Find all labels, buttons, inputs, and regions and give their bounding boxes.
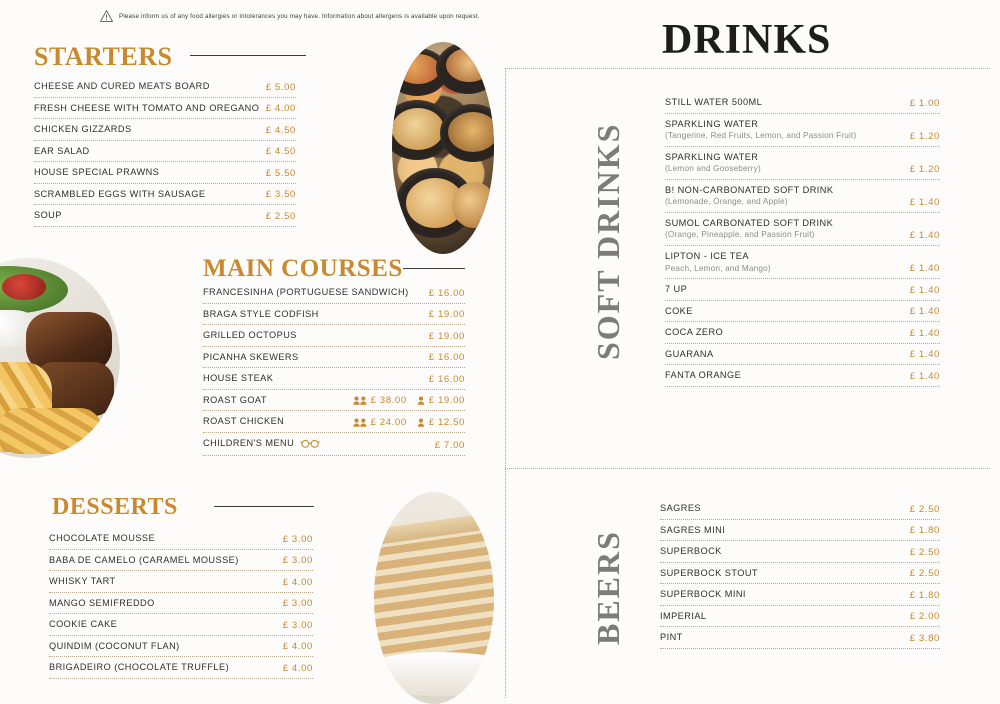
menu-item-row [665,322,940,344]
menu-item-prices [910,230,940,241]
desserts-heading: DESSERTS [52,494,178,520]
menu-item-row [49,528,313,550]
price-value: £ 1.20 [909,163,940,175]
menu-item-name: BRAGA STYLE CODFISH [203,308,319,319]
menu-item-row [665,279,940,301]
item-price [429,374,465,385]
group-price [353,417,407,428]
menu-item-row [660,627,940,649]
menu-item-names [665,152,904,175]
item-price [266,125,296,136]
menu-item-row [34,119,296,141]
menu-item-prices [283,534,313,545]
menu-item-prices [910,568,940,579]
price-value: £ 3.00 [282,598,313,609]
menu-item-prices [910,547,940,558]
price-value: £ 7.00 [434,440,465,451]
menu-item-names [203,330,423,342]
menu-item-name: WHISKY TART [49,576,116,586]
menu-item-names [49,576,277,588]
menu-item-row [34,76,296,98]
menu-item-prices [283,620,313,631]
price-value: £ 4.00 [265,103,296,114]
menu-item-name: B! NON-CARBONATED SOFT DRINK [665,184,834,195]
menu-item-name: PICANHA SKEWERS [203,351,299,362]
item-price [910,328,940,339]
child-glasses-icon [300,439,320,448]
soft-drinks-list [665,92,940,387]
price-value: £ 4.50 [265,124,296,136]
price-value: £ 5.50 [265,167,296,179]
menu-item-prices [910,633,940,644]
soft-drinks-label: SOFT DRINKS [590,122,626,360]
menu-item-names [665,251,904,274]
menu-item-names [49,598,277,610]
main-courses-list [203,282,465,456]
menu-item-prices [910,349,940,360]
menu-item-row [49,550,313,572]
main-courses-rule [403,268,465,269]
menu-item-row [34,141,296,163]
item-price [910,568,940,579]
menu-item-names [203,373,423,385]
beers-list [660,498,940,649]
menu-item-prices [353,395,465,406]
menu-item-prices [266,103,296,114]
menu-item-name: SPARKLING WATER [665,151,759,162]
menu-item-prices [266,168,296,179]
main-courses-heading: MAIN COURSES [203,255,403,282]
menu-item-name: IMPERIAL [660,610,707,621]
price-value: £ 12.50 [428,416,465,428]
price-value: £ 19.00 [428,330,465,342]
item-price [266,168,296,179]
warning-triangle-icon [100,10,113,22]
price-value: £ 3.80 [909,632,940,644]
menu-item-prices [910,263,940,274]
menu-item-names [665,97,904,109]
beers-left-divider [505,468,506,698]
menu-item-names [49,555,277,567]
menu-item-row [49,571,313,593]
layer-cake-photo [374,492,494,704]
item-price [283,555,313,566]
menu-item-row [660,520,940,542]
item-price [266,146,296,157]
menu-item-prices [283,663,313,674]
menu-item-name: CHILDREN'S MENU [203,438,429,452]
menu-item-name: CHICKEN GIZZARDS [34,124,132,134]
menu-item-row [34,98,296,120]
menu-item-row [203,433,465,457]
menu-item-row [665,147,940,180]
menu-item-prices [266,125,296,136]
menu-item-row [203,304,465,326]
menu-item-prices [429,374,465,385]
price-value: £ 1.40 [909,284,940,296]
menu-item-row [203,368,465,390]
price-value: £ 1.40 [909,196,940,208]
menu-item-name: CHOCOLATE MOUSSE [49,533,156,543]
allergen-notice [100,10,480,22]
item-price [910,285,940,296]
price-value: £ 1.40 [909,306,940,318]
menu-item-row [660,606,940,628]
price-value: £ 19.00 [428,309,465,320]
menu-item-names [203,309,423,321]
starters-rule [190,55,306,56]
menu-item-description: (Lemonade, Orange, and Apple) [665,197,788,207]
price-value: £ 1.40 [909,230,940,242]
item-price [266,211,296,222]
menu-item-name: SAGRES [660,503,701,513]
item-price [910,349,940,360]
menu-item-name: SPARKLING WATER [665,118,759,129]
price-value: £ 16.00 [428,373,465,385]
menu-item-row [665,246,940,279]
menu-item-name: FRESH CHEESE WITH TOMATO AND OREGANO [34,102,260,113]
menu-item-names [203,352,423,364]
menu-item-names [203,438,429,452]
menu-item-row [203,325,465,347]
item-price [910,131,940,142]
item-price [417,417,465,428]
menu-item-name: HOUSE STEAK [203,373,274,383]
menu-item-names [665,185,904,208]
price-value: £ 16.00 [428,287,465,299]
menu-item-row [49,636,313,658]
menu-item-names [665,218,904,241]
menu-item-prices [910,504,940,515]
item-price [266,82,296,93]
menu-item-prices [910,285,940,296]
menu-item-name: COCA ZERO [665,327,724,338]
menu-item-names [665,119,904,142]
menu-item-row [665,301,940,323]
menu-item-name: GUARANA [665,348,714,359]
menu-item-name: CHEESE AND CURED MEATS BOARD [34,81,210,91]
item-price [283,620,313,631]
menu-item-prices [266,211,296,222]
menu-item-prices [283,641,313,652]
menu-item-name: 7 UP [665,284,688,295]
item-price [910,611,940,622]
menu-item-prices [910,611,940,622]
price-value: £ 1.20 [909,130,940,142]
drinks-divider [505,68,990,69]
menu-item-prices [910,131,940,142]
menu-item-names [49,662,277,674]
menu-item-names [665,284,904,296]
menu-item-row [660,584,940,606]
menu-item-row [203,411,465,433]
two-people-icon [353,418,367,427]
menu-item-names [34,146,260,158]
price-value: £ 3.00 [282,533,313,545]
menu-item-name: LIPTON - ICE TEA [665,251,749,262]
menu-item-prices [266,146,296,157]
menu-item-row [660,541,940,563]
menu-item-description: (Lemon and Gooseberry) [665,164,761,174]
one-person-icon [417,418,425,427]
menu-item-name: SCRAMBLED EGGS WITH SAUSAGE [34,188,206,199]
price-value: £ 2.50 [909,503,940,515]
menu-item-row [665,213,940,246]
menu-item-names [203,416,347,428]
menu-item-description: Peach, Lemon, and Mango) [665,263,771,273]
price-value: £ 1.40 [909,263,940,275]
menu-item-names [665,349,904,361]
menu-item-prices [429,331,465,342]
price-value: £ 2.50 [265,210,296,222]
item-price [910,547,940,558]
menu-item-prices [353,417,465,428]
item-price [910,633,940,644]
item-price [910,197,940,208]
menu-item-names [665,370,904,382]
menu-item-name: EAR SALAD [34,145,90,156]
menu-item-row [49,614,313,636]
menu-item-prices [283,598,313,609]
menu-item-name: ROAST CHICKEN [203,416,285,426]
item-price [910,306,940,317]
price-value: £ 1.80 [909,589,940,601]
menu-item-name: SOUP [34,210,62,220]
two-people-icon [353,396,367,405]
menu-item-name: GRILLED OCTOPUS [203,330,297,340]
menu-item-prices [910,98,940,109]
drinks-left-divider [505,68,506,468]
desserts-rule [214,506,314,507]
menu-item-row [660,563,940,585]
price-value: £ 16.00 [428,352,465,363]
menu-item-prices [429,352,465,363]
menu-item-name: SAGRES MINI [660,524,726,535]
price-value: £ 1.80 [909,525,940,536]
group-price [353,395,407,406]
menu-item-row [665,180,940,213]
price-value: £ 4.00 [282,662,313,674]
price-value: £ 3.00 [282,619,313,631]
menu-item-name: SUPERBOCK STOUT [660,567,758,578]
desserts-list [49,528,313,679]
price-value: £ 5.00 [265,81,296,93]
menu-item-name: FRANCESINHA (PORTUGUESE SANDWICH) [203,287,409,297]
menu-item-row [665,365,940,387]
item-price [429,309,465,320]
menu-item-row [34,162,296,184]
price-value: £ 4.50 [265,146,296,157]
menu-item-prices [283,577,313,588]
menu-item-names [34,124,260,136]
one-person-icon [417,396,425,405]
starters-heading: STARTERS [34,42,173,71]
menu-item-names [665,306,904,318]
price-value: £ 1.00 [909,97,940,109]
menu-item-prices [910,525,940,536]
menu-item-names [660,525,904,537]
price-value: £ 2.50 [909,546,940,558]
item-price [910,504,940,515]
menu-item-name: FANTA ORANGE [665,370,742,381]
menu-item-names [49,641,277,653]
menu-item-name: COOKIE CAKE [49,619,118,629]
menu-item-names [34,210,260,222]
item-price [910,164,940,175]
menu-item-description: (Orange, Pineapple, and Passion Fruit) [665,230,815,240]
price-value: £ 24.00 [370,416,407,428]
drinks-heading: DRINKS [662,17,832,63]
menu-item-names [665,327,904,339]
item-price [417,395,465,406]
menu-item-name: BABA DE CAMELO (CARAMEL MOUSSE) [49,554,239,565]
item-price [910,98,940,109]
item-price [283,534,313,545]
item-price [429,288,465,299]
item-price [910,590,940,601]
item-price [283,577,313,588]
menu-item-name: QUINDIM (COCONUT FLAN) [49,640,180,651]
menu-item-prices [283,555,313,566]
item-price [910,371,940,382]
softdrinks-divider [505,468,990,469]
menu-item-prices [910,328,940,339]
menu-item-names [34,81,260,93]
item-price [283,598,313,609]
menu-item-row [34,184,296,206]
menu-item-prices [910,590,940,601]
menu-item-names [34,167,260,179]
item-price [283,641,313,652]
price-value: £ 4.00 [282,576,313,588]
menu-item-names [49,533,277,545]
menu-item-row [665,114,940,147]
menu-item-row [660,498,940,520]
menu-item-row [49,593,313,615]
price-value: £ 2.00 [909,611,940,622]
menu-item-name: BRIGADEIRO (CHOCOLATE TRUFFLE) [49,662,230,672]
menu-item-names [34,103,260,115]
price-value: £ 38.00 [370,395,407,406]
menu-item-name: HOUSE SPECIAL PRAWNS [34,167,160,177]
price-value: £ 4.00 [282,641,313,652]
menu-item-names [660,589,904,601]
item-price [910,230,940,241]
menu-item-prices [910,371,940,382]
menu-item-prices [266,189,296,200]
allergen-text: Please inform us of any food allergies or intolerances you may have. Information about allergens is available upon request. [119,12,480,20]
menu-item-name: SUPERBOCK MINI [660,589,746,599]
menu-item-names [660,503,904,515]
menu-item-row [34,205,296,227]
menu-item-names [34,189,260,201]
price-value: £ 19.00 [428,395,465,406]
menu-item-name: SUMOL CARBONATED SOFT DRINK [665,217,834,228]
steak-plate-photo [0,258,120,458]
menu-item-names [49,619,277,631]
menu-item-name: STILL WATER 500ML [665,97,763,107]
menu-item-name: COKE [665,305,693,316]
price-value: £ 1.40 [909,327,940,339]
starters-list [34,76,296,227]
price-value: £ 3.50 [265,189,296,200]
menu-item-row [203,347,465,369]
item-price [435,440,465,451]
menu-item-prices [429,288,465,299]
menu-item-name: MANGO SEMIFREDDO [49,597,155,608]
price-value: £ 1.40 [909,370,940,382]
tapas-bowls-photo [392,42,494,254]
menu-item-description: (Tangerine, Red Fruits, Lemon, and Passion Fruit) [665,131,857,140]
price-value: £ 2.50 [909,568,940,579]
item-price [266,103,296,114]
menu-item-prices [910,164,940,175]
menu-item-name: ROAST GOAT [203,394,267,405]
menu-item-row [665,92,940,114]
menu-item-row [665,344,940,366]
menu-item-names [203,287,423,299]
item-price [429,352,465,363]
menu-item-name: PINT [660,632,683,642]
menu-item-prices [266,82,296,93]
beers-label: BEERS [590,530,626,645]
item-price [910,263,940,274]
item-price [266,189,296,200]
menu-item-names [660,568,904,580]
menu-item-row [203,390,465,412]
price-value: £ 1.40 [909,349,940,361]
menu-item-prices [910,306,940,317]
menu-item-names [660,632,904,644]
menu-item-row [49,657,313,679]
menu-item-row [203,282,465,304]
item-price [283,663,313,674]
menu-item-prices [910,197,940,208]
item-price [429,331,465,342]
menu-item-names [660,546,904,558]
menu-item-names [203,395,347,407]
menu-item-name: SUPERBOCK [660,546,722,556]
menu-item-prices [429,309,465,320]
price-value: £ 3.00 [282,555,313,566]
menu-item-prices [435,440,465,451]
menu-item-names [660,611,904,623]
item-price [910,525,940,536]
